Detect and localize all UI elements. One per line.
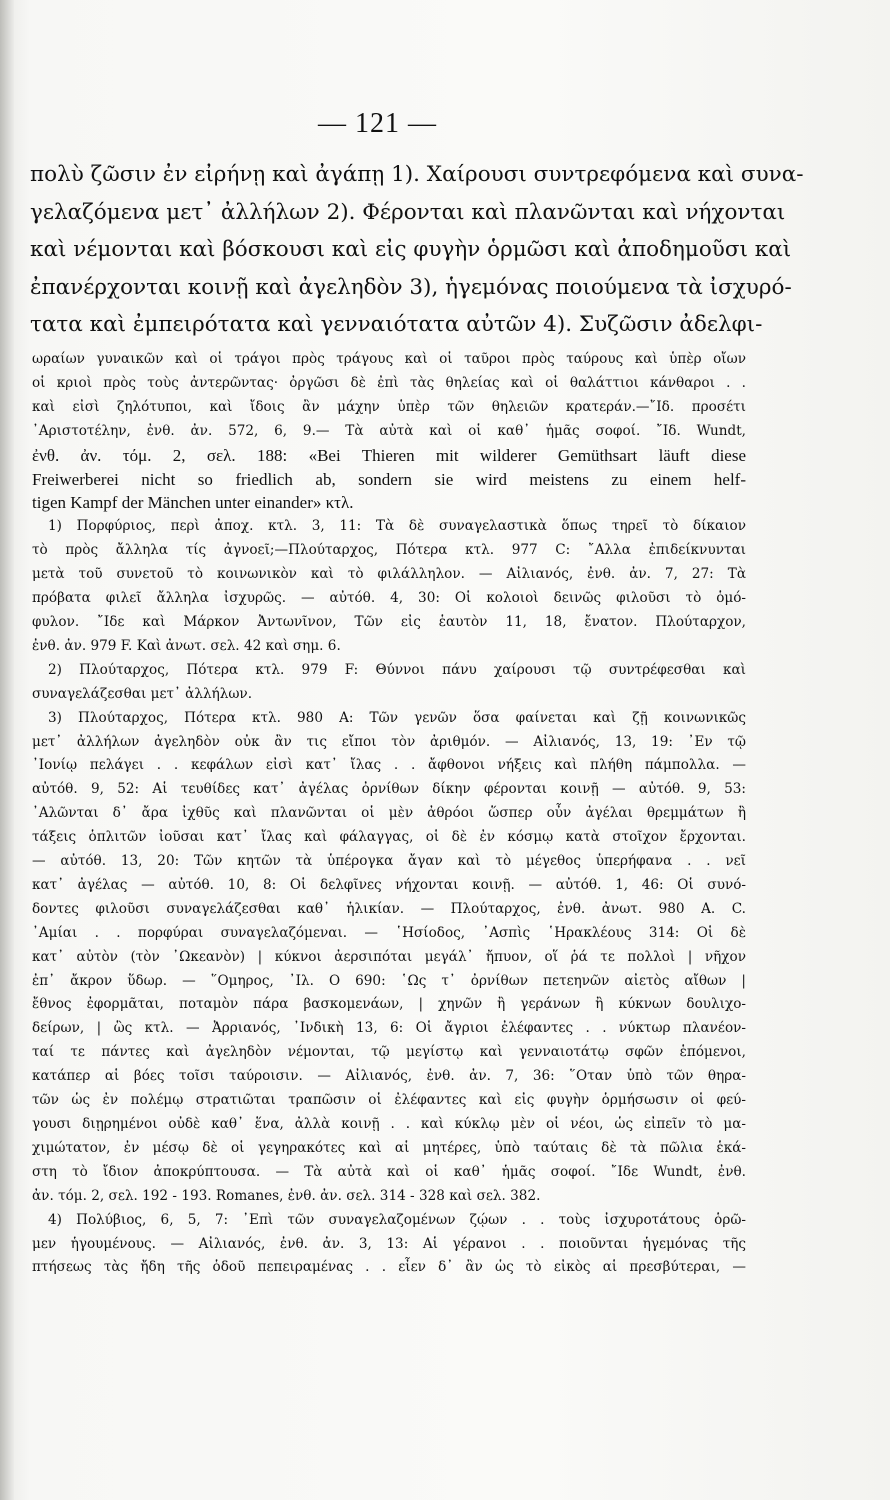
footnote-line: tigen Kampf der Mänchen unter einander» κτλ. [32, 493, 354, 513]
footnote-line: οἱ κριοὶ πρὸς τοὺς ἀντερῶντας· ὀργῶσι δὲ ἐπὶ τὰς θηλείας καὶ οἱ θαλάττιοι κάνθαροι . . [32, 374, 746, 391]
footnote-line: μετὰ τοῦ συνετοῦ τὸ κοινωνικὸν καὶ τὸ φιλάλληλον. — Αἰλιανός, ἐνθ. ἀν. 7, 27: Τὰ [32, 566, 746, 583]
footnote-line: τάξεις ὁπλιτῶν ἰοῦσαι κατ᾽ ἴλας καὶ φάλαγγας, οἱ δὲ ἐν κόσμῳ κατὰ στοῖχον ἔρχονται. [32, 829, 746, 846]
footnote-line: δοντες φιλοῦσι συναγελάζεσθαι καθ᾽ ἡλικίαν. — Πλούταρχος, ἐνθ. ἀνωτ. 980 A. C. [32, 900, 746, 917]
footnote-line: πτήσεως τὰς ἤδη τῆς ὁδοῦ πεπειραμένας . . εἶεν δ᾽ ἂν ὡς τὸ εἰκὸς αἱ πρεσβύτεραι, — [32, 1259, 746, 1276]
footnote-1-start: 1) Πορφύριος, περὶ ἀποχ. κτλ. 3, 11: Τὰ δὲ συναγελαστικὰ ὅπως τηρεῖ τὸ δίκαιον [48, 518, 746, 535]
footnote-line: κατ᾽ ἀγέλας — αὐτόθ. 10, 8: Οἱ δελφῖνες νήχονται κοινῇ. — αὐτόθ. 1, 46: Οἱ συνό- [32, 876, 746, 893]
footnote-line: ταί τε πάντες καὶ ἀγεληδὸν νέμονται, τῷ μεγίστῳ καὶ γενναιοτάτῳ σφῶν ἑπόμενοι, [32, 1044, 746, 1061]
footnote-line: χιμώτατον, ἐν μέσῳ δὲ οἱ γεγηρακότες καὶ αἱ μητέρες, ὑπὸ ταύταις δὲ τὰ πῶλια ἑκά- [32, 1139, 746, 1156]
footnote-line: πρόβατα φιλεῖ ἄλληλα ἰσχυρῶς. — αὐτόθ. 4, 30: Οἱ κολοιοὶ δεινῶς φιλοῦσι τὸ ὁμό- [32, 590, 746, 607]
footnote-3-start: 3) Πλούταρχος, Πότερα κτλ. 980 A: Τῶν γενῶν ὅσα φαίνεται καὶ ζῇ κοινωνικῶς [48, 709, 746, 726]
footnote-line: ᾽Ιονίῳ πελάγει . . κεφάλων εἰσὶ κατ᾽ ἴλας . . ἄφθονοι νήξεις καὶ πλήθη πάμπολλα. — [32, 757, 746, 774]
body-line: πολὺ ζῶσιν ἐν εἰρήνῃ καὶ ἀγάπῃ 1). Χαίρουσι συντρεφόμενα καὶ συνα- [30, 162, 804, 187]
main-body-text [30, 156, 804, 344]
footnote-line: τὸ πρὸς ἄλληλα τίς ἀγνοεῖ;—Πλούταρχος, Πότερα κτλ. 977 C: ῎Αλλα ἐπιδείκνυνται [32, 542, 746, 559]
footnote-line: φυλον. ῎Ιδε καὶ Μάρκον Ἀντωνῖνον, Τῶν εἰς ἑαυτὸν 11, 18, ἔνατον. Πλούταρχον, [32, 613, 746, 630]
footnote-line: ᾽Αριστοτέλην, ἐνθ. ἀν. 572, 6, 9.— Τὰ αὐτὰ καὶ οἱ καθ᾽ ἡμᾶς σοφοί. ῎Ιδ. Wundt, [32, 422, 746, 439]
footnote-line: κατ᾽ αὐτὸν (τὸν ᾽Ωκεανὸν) | κύκνοι ἀερσιπόται μεγάλ᾽ ἤπυον, οἵ ῥά τε πολλοὶ | νῆχον [32, 948, 746, 965]
book-spine-shadow [0, 0, 14, 1500]
footnote-line: συναγελάζεσθαι μετ᾽ ἀλλήλων. [32, 685, 253, 702]
footnote-line: γουσι διῃρημένοι οὐδὲ καθ᾽ ἕνα, ἀλλὰ κοινῇ . . καὶ κύκλῳ μὲν οἱ νέοι, ὡς εἰπεῖν τὸ μα- [32, 1116, 746, 1132]
footnote-line: ἔθνος ἐφορμᾶται, ποταμὸν πάρα βασκομενάων, | χηνῶν ἢ γεράνων ἢ κύκνων δουλιχο- [32, 996, 746, 1013]
footnote-line: ᾽Αμίαι . . πορφύραι συναγελαζόμεναι. — ῾Ησίοδος, ᾽Ασπὶς ῾Ηρακλέους 314: Οἱ δὲ [32, 924, 746, 941]
footnote-line: καὶ εἰσὶ ζηλότυποι, καὶ ἴδοις ἂν μάχην ὑπὲρ τῶν θηλειῶν κρατεράν.—῎Ιδ. προσέτι [32, 398, 746, 415]
footnote-line: ἀν. τόμ. 2, σελ. 192 - 193. Romanes, ἐνθ. ἀν. σελ. 314 - 328 καὶ σελ. 382. [32, 1187, 541, 1204]
footnote-line: μεν ἡγουμένους. — Αἰλιανός, ἐνθ. ἀν. 3, 13: Αἱ γέρανοι . . ποιοῦνται ἡγεμόνας τῆς [32, 1235, 746, 1252]
footnote-line: τῶν ὡς ἐν πολέμῳ στρατιῶται τραπῶσιν οἱ ἐλέφαντες καὶ εἰς φυγὴν ὁρμήσωσιν οἱ φεύ- [32, 1092, 746, 1109]
footnote-line: δείρων, | ὣς κτλ. — Ἀρριανός, ᾽Ινδικὴ 13, 6: Οἱ ἄγριοι ἐλέφαντες . . νύκτωρ πλανέον- [32, 1020, 746, 1037]
body-line: καὶ νέμονται καὶ βόσκουσι καὶ εἰς φυγὴν ὁρμῶσι καὶ ἀποδημοῦσι καὶ [30, 237, 792, 262]
footnote-line: Freiwerberei nicht so friedlich ab, sondern sie wird meistens zu einem helf- [32, 469, 746, 489]
footnote-line: μετ᾽ ἀλλήλων ἀγεληδὸν οὐκ ἂν τις εἴποι τὸν ἀριθμόν. — Αἰλιανός, 13, 19: ᾽Εν τῷ [32, 733, 746, 750]
footnote-line: ωραίων γυναικῶν καὶ οἱ τράγοι πρὸς τράγους καὶ οἱ ταῦροι πρὸς ταύρους καὶ ὑπὲρ οἴων [32, 351, 746, 367]
footnote-2-start: 2) Πλούταρχος, Πότερα κτλ. 979 F: Θύννοι πάνυ χαίρουσι τῷ συντρέφεσθαι καὶ [48, 661, 746, 678]
footnote-line: — αὐτόθ. 13, 20: Τῶν κητῶν τὰ ὑπέρογκα ἄγαν καὶ τὸ μέγεθος ὑπερήφανα . . νεῖ [32, 853, 746, 870]
body-line: γελαζόμενα μετ᾽ ἀλλήλων 2). Φέρονται καὶ πλανῶνται καὶ νήχονται [30, 199, 786, 225]
footnote-line: στη τὸ ἴδιον ἀποκρύπτουσα. — Τὰ αὐτὰ καὶ οἱ καθ᾽ ἡμᾶς σοφοί. ῎Ιδε Wundt, ἐνθ. [32, 1163, 746, 1180]
footnote-line: ἐνθ. ἀν. 979 F. Καὶ ἀνωτ. σελ. 42 καὶ σημ. 6. [32, 637, 341, 654]
footnotes [32, 348, 746, 1280]
footnote-line: ἐπ᾽ ἄκρον ὕδωρ. — ῞Ομηρος, ᾽Ιλ. Ο 690: ῾Ως τ᾽ ὀρνίθων πετεηνῶν αἰετὸς αἴθων | [32, 972, 746, 989]
page-number: — 121 — [318, 108, 437, 139]
footnote-4-start: 4) Πολύβιος, 6, 5, 7: ᾽Επὶ τῶν συναγελαζομένων ζῴων . . τοὺς ἰσχυροτάτους ὁρῶ- [48, 1211, 746, 1228]
body-line: τατα καὶ ἐμπειρότατα καὶ γενναιότατα αὐτῶν 4). Συζῶσιν ἀδελφι- [30, 312, 763, 337]
body-line: ἐπανέρχονται κοινῇ καὶ ἀγεληδὸν 3), ἡγεμόνας ποιούμενα τὰ ἰσχυρό- [30, 274, 792, 300]
footnote-line: ᾽Αλῶνται δ᾽ ἄρα ἰχθῦς καὶ πλανῶνται οἱ μὲν ἀθρόοι ὥσπερ οὖν ἀγέλαι θρεμμάτων ἢ [32, 805, 746, 822]
footnote-line: κατάπερ αἱ βόες τοῖσι ταύροισιν. — Αἰλιανός, ἐνθ. ἀν. 7, 36: ῞Οταν ὑπὸ τῶν θηρα- [32, 1068, 746, 1085]
footnote-line: ἐνθ. ἀν. τόμ. 2, σελ. 188: «Bei Thieren mit wilderer Gemüthsart läuft diese [32, 445, 746, 465]
footnote-line: αὐτόθ. 9, 52: Αἱ τευθίδες κατ᾽ ἀγέλας ὀρνίθων δίκην φέρονται κοινῇ — αὐτόθ. 9, 53: [32, 781, 746, 798]
